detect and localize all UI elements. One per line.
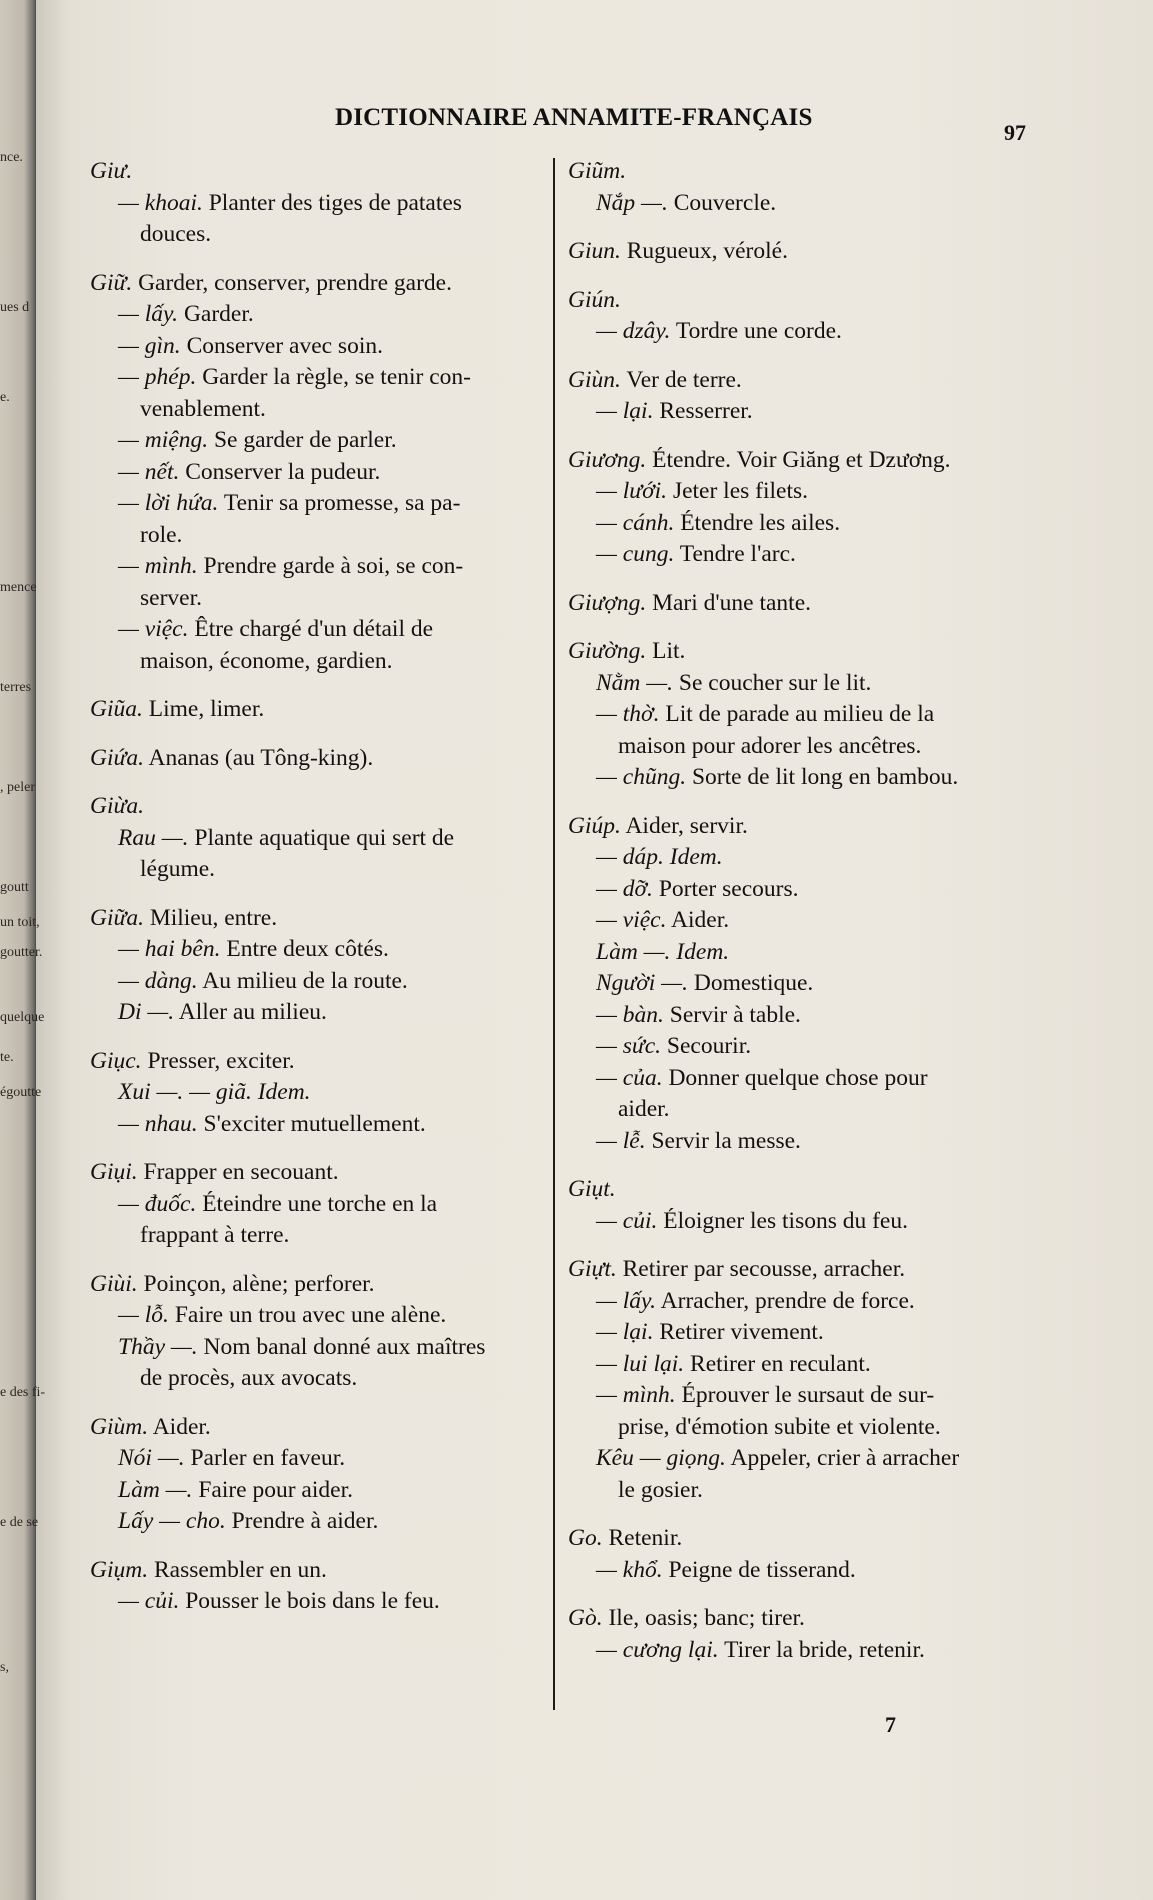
annamite-phrase: — sức. xyxy=(596,1033,662,1059)
sub-entry xyxy=(568,1555,1036,1587)
entry-headline xyxy=(90,743,552,775)
sub-entry xyxy=(568,968,1036,1000)
french-gloss: Peigne de tisserand. xyxy=(662,1556,856,1583)
annamite-phrase: — việc. xyxy=(596,907,667,933)
entry-headline xyxy=(90,791,552,823)
dictionary-entry xyxy=(90,1269,552,1395)
sub-entry xyxy=(568,1000,1036,1032)
entry-headline xyxy=(568,1523,1036,1555)
definition: Ver de terre. xyxy=(620,366,742,393)
sub-entry xyxy=(568,1380,1036,1412)
annamite-phrase: — lui lại. xyxy=(596,1350,685,1377)
french-gloss: Servir à table. xyxy=(663,1001,801,1028)
entry-headline xyxy=(90,1046,552,1078)
french-gloss: Éprouver le sursaut de sur- xyxy=(675,1382,935,1408)
definition: Aider. xyxy=(148,1413,211,1440)
annamite-phrase: Di —. xyxy=(118,999,175,1025)
sub-entry xyxy=(90,1506,552,1538)
sub-entry xyxy=(568,1126,1036,1158)
french-gloss: Pousser le bois dans le feu. xyxy=(179,1588,440,1614)
annamite-phrase: — lấy. xyxy=(596,1287,657,1314)
sub-entry xyxy=(90,188,552,220)
margin-fragment: terres xyxy=(0,680,32,695)
definition: Retenir. xyxy=(602,1525,683,1551)
entry-headline xyxy=(90,1555,552,1587)
french-gloss: Domestique. xyxy=(687,970,814,996)
entry-headline xyxy=(568,588,1036,620)
french-gloss: Prendre à aider. xyxy=(225,1508,379,1534)
definition: Aider, servir. xyxy=(620,812,748,839)
annamite-phrase: — lấy. xyxy=(118,301,179,327)
annamite-phrase: Người —. xyxy=(596,970,688,996)
entry-headline xyxy=(568,285,1036,317)
annamite-phrase: — lễ. xyxy=(596,1127,646,1154)
french-gloss: le gosier. xyxy=(618,1476,703,1503)
dictionary-entry xyxy=(90,743,552,775)
dictionary-entry xyxy=(90,694,552,726)
definition: Rugueux, vérolé. xyxy=(620,238,788,264)
dictionary-entry xyxy=(568,636,1036,794)
sub-entry xyxy=(568,668,1036,700)
annamite-phrase: — củi. xyxy=(596,1207,658,1234)
french-gloss: de procès, aux avocats. xyxy=(140,1365,358,1391)
margin-fragment: , peler xyxy=(0,780,35,795)
annamite-phrase: — khoai. xyxy=(118,189,203,216)
margin-fragment: quelque xyxy=(0,1010,45,1025)
annamite-phrase: — mình. xyxy=(596,1382,676,1408)
french-gloss: Sorte de lit long en bambou. xyxy=(686,764,959,790)
margin-fragment: un toit, xyxy=(0,915,40,930)
margin-fragment: égoutte xyxy=(0,1085,42,1100)
sub-entry xyxy=(90,934,552,966)
french-gloss: légume. xyxy=(140,856,216,882)
entry-headline xyxy=(568,365,1036,397)
sub-entry xyxy=(568,905,1036,937)
dictionary-entry xyxy=(568,365,1036,428)
french-gloss: Faire un trou avec une alène. xyxy=(168,1302,447,1328)
french-gloss: Nom banal donné aux maîtres xyxy=(197,1333,486,1360)
headword: Gò. xyxy=(568,1605,603,1631)
annamite-phrase: Làm —. xyxy=(118,1476,193,1503)
headword: Giụt. xyxy=(568,1176,616,1202)
definition: Ananas (au Tông-king). xyxy=(143,744,374,771)
french-gloss: Prendre garde à soi, se con- xyxy=(197,553,464,579)
headword: Giũm. xyxy=(568,158,627,184)
entry-headline xyxy=(90,1269,552,1301)
headword: Giựt. xyxy=(568,1256,617,1282)
annamite-phrase: Xui —. — giã. Idem. xyxy=(118,1079,311,1105)
headword: Giữa. xyxy=(90,904,144,931)
annamite-phrase: — lại. xyxy=(596,398,654,424)
french-gloss: maison pour adorer les ancêtres. xyxy=(618,732,922,759)
dictionary-entry xyxy=(90,1046,552,1141)
sub-entry-continuation xyxy=(90,1220,552,1252)
annamite-phrase: — khổ. xyxy=(596,1556,663,1583)
annamite-phrase: — nết. xyxy=(118,458,180,485)
french-gloss: Aller au milieu. xyxy=(174,999,327,1025)
sub-entry xyxy=(90,614,552,646)
sub-entry xyxy=(568,1206,1036,1238)
definition: Frapper en secouant. xyxy=(137,1159,339,1185)
annamite-phrase: — miệng. xyxy=(118,427,209,453)
annamite-phrase: — lại. xyxy=(596,1319,654,1345)
sub-entry xyxy=(568,1349,1036,1381)
sub-entry xyxy=(568,1063,1036,1095)
page-number: 97 xyxy=(1004,120,1026,145)
french-gloss: Porter secours. xyxy=(652,875,799,902)
dictionary-entry xyxy=(568,1523,1036,1586)
entry-headline xyxy=(568,1254,1036,1286)
definition: Mari d'une tante. xyxy=(646,589,811,616)
sub-entry xyxy=(568,1635,1036,1667)
french-gloss: Arracher, prendre de force. xyxy=(656,1287,915,1314)
sub-entry xyxy=(90,1109,552,1141)
headword: Giúp. xyxy=(568,812,621,839)
headword: Giường. xyxy=(568,638,647,664)
sub-entry-continuation xyxy=(568,1412,1036,1444)
annamite-phrase: — thờ. xyxy=(596,701,660,727)
headword: Giùn. xyxy=(568,366,621,393)
french-gloss: maison, économe, gardien. xyxy=(140,647,393,674)
headword: Giứa. xyxy=(90,744,144,771)
french-gloss: Plante aquatique qui sert de xyxy=(188,824,455,851)
annamite-phrase: — chũng. xyxy=(596,764,687,790)
definition: Ile, oasis; banc; tirer. xyxy=(602,1605,805,1631)
french-gloss: Secourir. xyxy=(661,1033,752,1059)
sub-entry xyxy=(568,476,1036,508)
french-gloss: prise, d'émotion subite et violente. xyxy=(618,1413,941,1440)
annamite-phrase: — cung. xyxy=(596,541,675,567)
dictionary-entry xyxy=(90,268,552,678)
dictionary-entry xyxy=(568,1254,1036,1506)
headword: Giùm. xyxy=(90,1413,149,1440)
entry-headline xyxy=(568,811,1036,843)
french-gloss: Jeter les filets. xyxy=(667,478,809,504)
french-gloss: Couvercle. xyxy=(667,189,777,216)
annamite-phrase: — dỡ. xyxy=(596,875,653,902)
margin-fragment: s, xyxy=(0,1660,9,1675)
entry-headline xyxy=(90,156,552,188)
entry-headline xyxy=(568,1603,1036,1635)
french-gloss: Tendre l'arc. xyxy=(674,541,796,567)
headword: Giữ. xyxy=(90,269,133,296)
annamite-phrase: — dzây. xyxy=(596,318,671,344)
french-gloss: Garder. xyxy=(178,301,254,327)
margin-fragment: goutt xyxy=(0,880,29,895)
sub-entry-continuation xyxy=(90,394,552,426)
sub-entry xyxy=(568,762,1036,794)
french-gloss: Retirer en reculant. xyxy=(684,1350,871,1377)
definition: Milieu, entre. xyxy=(143,904,278,931)
annamite-phrase: — dàng. xyxy=(118,967,198,994)
french-gloss: Aider. xyxy=(666,907,730,933)
sub-entry xyxy=(568,508,1036,540)
sub-entry xyxy=(568,699,1036,731)
running-header: DICTIONNAIRE ANNAMITE-FRANÇAIS xyxy=(335,104,813,131)
margin-fragment: nce. xyxy=(0,150,23,165)
dictionary-entry xyxy=(568,811,1036,1158)
sub-entry-continuation xyxy=(568,731,1036,763)
annamite-phrase: Nằm —. xyxy=(596,669,674,696)
sub-entry xyxy=(90,1443,552,1475)
french-gloss: Conserver la pudeur. xyxy=(179,458,381,485)
french-gloss: Tordre une corde. xyxy=(670,318,842,344)
sub-entry-continuation xyxy=(90,583,552,615)
sub-entry-continuation xyxy=(90,219,552,251)
headword: Giũa. xyxy=(90,696,143,722)
headword: Giun. xyxy=(568,238,621,264)
sub-entry xyxy=(90,966,552,998)
sub-entry xyxy=(90,299,552,331)
dictionary-entry xyxy=(568,156,1036,219)
french-gloss: Étendre les ailes. xyxy=(674,509,841,536)
dictionary-entry xyxy=(568,1174,1036,1237)
annamite-phrase: — cánh. xyxy=(596,509,675,536)
margin-fragment: e des fi- xyxy=(0,1385,46,1400)
sub-entry xyxy=(568,1317,1036,1349)
headword: Giượng. xyxy=(568,589,647,616)
sub-entry xyxy=(90,457,552,489)
annamite-phrase: — đuốc. xyxy=(118,1190,197,1217)
annamite-phrase: — hai bên. xyxy=(118,936,221,962)
french-gloss: Retirer vivement. xyxy=(653,1319,824,1345)
annamite-phrase: Thầy —. xyxy=(118,1333,198,1360)
sub-entry-continuation xyxy=(90,854,552,886)
dictionary-entry xyxy=(90,903,552,1029)
annamite-phrase: — việc. xyxy=(118,616,189,642)
left-column xyxy=(90,156,552,1635)
entry-headline xyxy=(90,694,552,726)
french-gloss: Se garder de parler. xyxy=(208,427,397,453)
sub-entry xyxy=(90,1077,552,1109)
entry-headline xyxy=(90,903,552,935)
sub-entry xyxy=(568,1443,1036,1475)
column-rule xyxy=(553,158,555,1710)
french-gloss: Parler en faveur. xyxy=(184,1445,346,1471)
entry-headline xyxy=(90,1412,552,1444)
french-gloss: aider. xyxy=(618,1096,670,1122)
sub-entry-continuation xyxy=(90,646,552,678)
annamite-phrase: Lấy — cho. xyxy=(118,1508,226,1534)
headword: Giư. xyxy=(90,158,133,184)
french-gloss: server. xyxy=(140,584,202,611)
margin-fragment: ues d xyxy=(0,300,30,315)
french-gloss: Appeler, crier à arracher xyxy=(725,1445,960,1471)
entry-headline xyxy=(568,156,1036,188)
sub-entry xyxy=(90,1189,552,1221)
dictionary-entry xyxy=(90,1555,552,1618)
margin-fragment: e. xyxy=(0,390,10,405)
headword: Giùi. xyxy=(90,1270,138,1297)
annamite-phrase: — phép. xyxy=(118,364,197,390)
sub-entry xyxy=(568,188,1036,220)
dictionary-entry xyxy=(568,285,1036,348)
sub-entry-continuation xyxy=(90,1363,552,1395)
annamite-phrase: Nắp —. xyxy=(596,189,668,216)
french-gloss: S'exciter mutuellement. xyxy=(197,1110,426,1137)
sub-entry xyxy=(90,997,552,1029)
sub-entry xyxy=(568,1031,1036,1063)
sub-entry xyxy=(568,396,1036,428)
entry-headline xyxy=(568,636,1036,668)
sub-entry xyxy=(90,1475,552,1507)
headword: Giụm. xyxy=(90,1556,149,1583)
french-gloss: frappant à terre. xyxy=(140,1222,290,1248)
headword: Go. xyxy=(568,1525,603,1551)
sub-entry xyxy=(90,331,552,363)
dictionary-entry xyxy=(90,791,552,886)
french-gloss: Lit de parade au milieu de la xyxy=(659,701,935,727)
headword: Giương. xyxy=(568,446,647,473)
signature-mark: 7 xyxy=(885,1712,896,1737)
french-gloss: Tirer la bride, retenir. xyxy=(718,1636,925,1663)
french-gloss: Tenir sa promesse, sa pa- xyxy=(218,490,461,516)
headword: Giừa. xyxy=(90,793,144,819)
entry-headline xyxy=(568,236,1036,268)
annamite-phrase: Rau —. xyxy=(118,824,189,851)
margin-fragment: goutter. xyxy=(0,945,43,960)
dictionary-entry xyxy=(90,1412,552,1538)
right-column xyxy=(568,156,1036,1683)
french-gloss: Planter des tiges de patates xyxy=(202,189,462,216)
sub-entry xyxy=(90,488,552,520)
sub-entry xyxy=(568,539,1036,571)
entry-headline xyxy=(568,445,1036,477)
sub-entry xyxy=(568,1286,1036,1318)
french-gloss: Éteindre une torche en la xyxy=(196,1190,438,1217)
dictionary-entry xyxy=(90,156,552,251)
french-gloss: venablement. xyxy=(140,395,266,422)
french-gloss: Resserrer. xyxy=(653,398,753,424)
sub-entry-continuation xyxy=(568,1094,1036,1126)
sub-entry xyxy=(568,874,1036,906)
definition: Presser, exciter. xyxy=(141,1047,295,1074)
sub-entry xyxy=(90,1586,552,1618)
margin-fragment: mence xyxy=(0,580,37,595)
french-gloss: douces. xyxy=(140,221,212,247)
definition: Lit. xyxy=(646,638,686,664)
headword: Giụi. xyxy=(90,1159,138,1185)
french-gloss: Éloigner les tisons du feu. xyxy=(657,1207,908,1234)
sub-entry xyxy=(568,316,1036,348)
dictionary-entry xyxy=(568,1603,1036,1666)
sub-entry xyxy=(568,937,1036,969)
annamite-phrase: — cương lại. xyxy=(596,1636,719,1663)
annamite-phrase: — bàn. xyxy=(596,1001,664,1028)
definition: Lime, limer. xyxy=(142,696,265,722)
annamite-phrase: Nói —. xyxy=(118,1445,185,1471)
entry-headline xyxy=(90,1157,552,1189)
french-gloss: role. xyxy=(140,521,183,548)
sub-entry xyxy=(90,362,552,394)
french-gloss: Entre deux côtés. xyxy=(220,936,389,962)
sub-entry-continuation xyxy=(568,1475,1036,1507)
margin-fragment: e de se xyxy=(0,1515,39,1530)
headword: Giún. xyxy=(568,286,621,313)
sub-entry xyxy=(90,1332,552,1364)
annamite-phrase: — lưới. xyxy=(596,478,668,504)
definition: Poinçon, alène; perforer. xyxy=(137,1270,375,1297)
sub-entry xyxy=(90,551,552,583)
dictionary-entry xyxy=(568,588,1036,620)
annamite-phrase: Kêu — giọng. xyxy=(596,1445,726,1471)
annamite-phrase: — dáp. Idem. xyxy=(596,844,723,870)
sub-entry xyxy=(90,1300,552,1332)
annamite-phrase: — của. xyxy=(596,1064,663,1091)
french-gloss: Conserver avec soin. xyxy=(180,332,383,359)
sub-entry-continuation xyxy=(90,520,552,552)
french-gloss: Servir la messe. xyxy=(645,1127,801,1154)
dictionary-entry xyxy=(90,1157,552,1252)
definition: Étendre. Voir Giăng et Dzương. xyxy=(646,446,951,473)
headword: Giục. xyxy=(90,1047,142,1074)
definition: Garder, conserver, prendre garde. xyxy=(132,269,452,296)
sub-entry xyxy=(90,425,552,457)
annamite-phrase: — mình. xyxy=(118,553,198,579)
french-gloss: Être chargé d'un détail de xyxy=(188,616,434,642)
dictionary-entry xyxy=(568,236,1036,268)
annamite-phrase: — gìn. xyxy=(118,332,181,359)
french-gloss: Garder la règle, se tenir con- xyxy=(196,364,472,390)
annamite-phrase: — nhau. xyxy=(118,1110,198,1137)
annamite-phrase: — củi. xyxy=(118,1588,180,1614)
definition: Rassembler en un. xyxy=(148,1556,327,1583)
french-gloss: Au milieu de la route. xyxy=(197,967,408,994)
dictionary-entry xyxy=(568,445,1036,571)
sub-entry xyxy=(568,842,1036,874)
entry-headline xyxy=(568,1174,1036,1206)
annamite-phrase: Làm —. Idem. xyxy=(596,938,730,965)
definition: Retirer par secousse, arracher. xyxy=(616,1256,906,1282)
annamite-phrase: — lỗ. xyxy=(118,1302,169,1328)
margin-fragment: te. xyxy=(0,1050,14,1065)
french-gloss: Faire pour aider. xyxy=(192,1476,353,1503)
entry-headline xyxy=(90,268,552,300)
annamite-phrase: — lời hứa. xyxy=(118,490,219,516)
french-gloss: Donner quelque chose pour xyxy=(662,1064,928,1091)
french-gloss: Se coucher sur le lit. xyxy=(673,669,872,696)
sub-entry xyxy=(90,823,552,855)
